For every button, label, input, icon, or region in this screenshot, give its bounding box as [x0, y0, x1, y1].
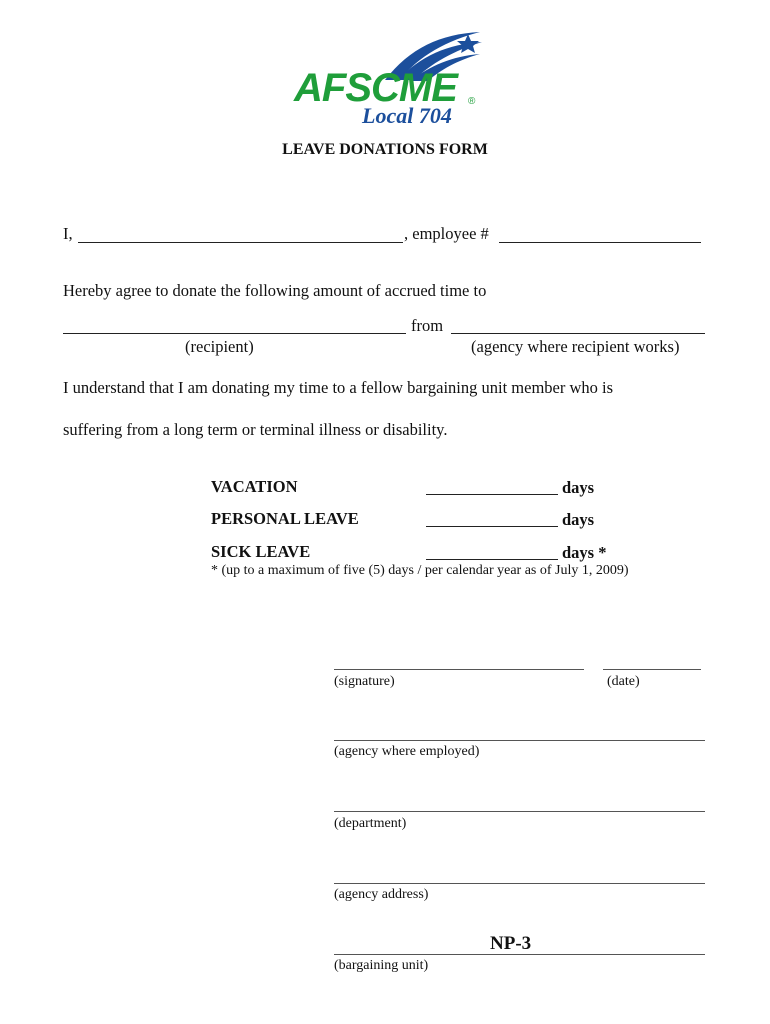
recipient-agency-field[interactable]: [451, 333, 705, 334]
sick-leave-days-unit: days *: [562, 543, 607, 562]
signature-field[interactable]: [334, 669, 584, 670]
sick-leave-days-field[interactable]: [426, 559, 558, 560]
bargaining-unit-value: NP-3: [490, 933, 532, 954]
agency-address-field[interactable]: [334, 883, 705, 884]
name-prefix: I,: [63, 224, 73, 243]
understanding-text-line-1: I understand that I am donating my time to a fellow bargaining unit member who is: [63, 378, 614, 397]
vacation-days-field[interactable]: [426, 494, 558, 495]
logo-registered-mark: ®: [468, 96, 476, 107]
department-caption: (department): [334, 816, 407, 831]
signature-caption: (signature): [334, 674, 395, 689]
personal-leave-label: PERSONAL LEAVE: [211, 509, 359, 528]
form-title: LEAVE DONATIONS FORM: [282, 141, 488, 158]
agency-employed-field[interactable]: [334, 740, 705, 741]
vacation-label: VACATION: [211, 477, 298, 496]
agency-employed-caption: (agency where employed): [334, 744, 480, 759]
bargaining-unit-field[interactable]: [334, 954, 705, 955]
vacation-days-unit: days: [562, 478, 595, 497]
recipient-field[interactable]: [63, 333, 406, 334]
donation-agreement-text: Hereby agree to donate the following amount of accrued time to: [63, 281, 487, 300]
personal-leave-days-field[interactable]: [426, 526, 558, 527]
recipient-agency-caption: (agency where recipient works): [471, 337, 680, 356]
agency-address-caption: (agency address): [334, 887, 429, 902]
sick-leave-note: * (up to a maximum of five (5) days / per calendar year as of July 1, 2009): [211, 563, 629, 578]
employee-number-label: , employee #: [404, 224, 489, 243]
personal-leave-days-unit: days: [562, 510, 595, 529]
employee-number-field[interactable]: [499, 242, 701, 243]
department-field[interactable]: [334, 811, 705, 812]
understanding-text-line-2: suffering from a long term or terminal illness or disability.: [63, 420, 448, 439]
sick-leave-label: SICK LEAVE: [211, 542, 311, 561]
from-label: from: [411, 316, 444, 335]
recipient-caption: (recipient): [185, 337, 254, 356]
employee-name-field[interactable]: [78, 242, 403, 243]
bargaining-unit-caption: (bargaining unit): [334, 958, 429, 973]
date-caption: (date): [607, 674, 640, 689]
logo-org-name: AFSCME: [294, 66, 457, 110]
afscme-logo: [290, 26, 490, 126]
logo-local-name: Local 704: [362, 103, 452, 128]
date-field[interactable]: [603, 669, 701, 670]
